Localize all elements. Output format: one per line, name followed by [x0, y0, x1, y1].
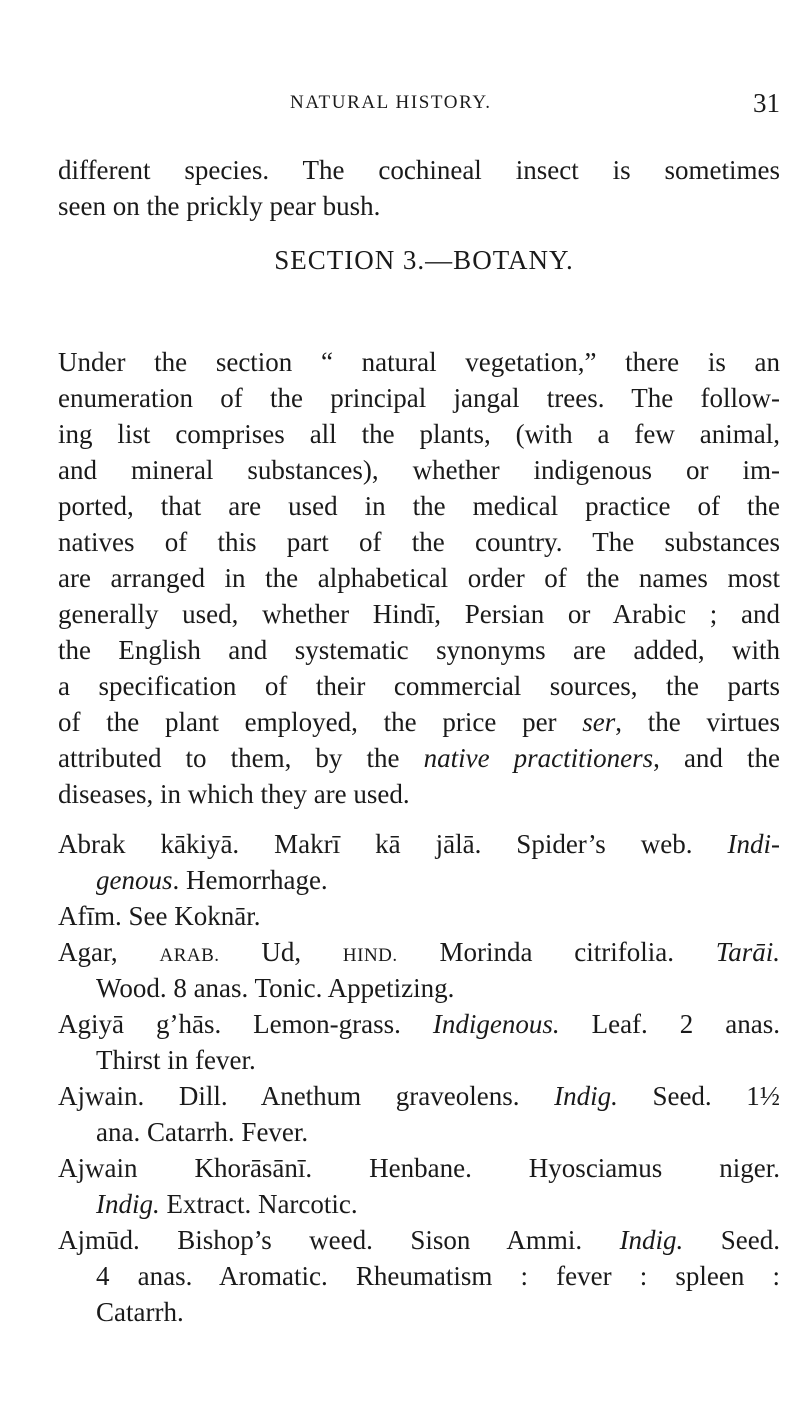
entry-line: 4 anas. Aromatic. Rheumatism : fever : spleen :	[96, 1261, 780, 1291]
book-page	[58, 0, 780, 1421]
list-item	[58, 934, 780, 1006]
materia-medica-list	[58, 826, 780, 1330]
entry-line	[58, 1186, 780, 1222]
entry-line: Afīm. See Koknār.	[58, 901, 261, 931]
entry-italic: Indi-	[727, 829, 780, 859]
list-item	[58, 898, 780, 934]
entry-text: Seed.	[720, 1225, 780, 1255]
text-line: diseases, in which they are used.	[58, 779, 410, 809]
entry-line: ana. Catarrh. Fever.	[96, 1117, 309, 1147]
list-item	[58, 1150, 780, 1222]
entry-italic: Indigenous.	[432, 1009, 560, 1039]
entry-text: Leaf. 2 anas.	[591, 1009, 780, 1039]
entry-line	[58, 1078, 780, 1114]
entry-smallcaps: ARAB.	[159, 945, 220, 966]
text-segment: , the virtues	[615, 707, 780, 737]
entry-line: Thirst in fever.	[96, 1045, 256, 1075]
entry-text: Abrak kākiyā. Makrī kā jālā. Spider’s web.	[58, 829, 693, 859]
list-item	[58, 1222, 780, 1330]
entry-italic: Indig.	[96, 1189, 160, 1219]
section-heading	[58, 245, 780, 276]
entry-italic: Indig.	[619, 1225, 684, 1255]
entry-line: Ajwain Khorāsānī. Henbane. Hyosciamus niger.	[58, 1153, 780, 1183]
italic-term: ser	[582, 707, 616, 737]
entry-text: Agar,	[58, 937, 118, 967]
section-heading-text: SECTION 3.—BOTANY.	[274, 245, 574, 275]
entry-text: Agiyā g’hās. Lemon-grass.	[58, 1009, 401, 1039]
entry-smallcaps: HIND.	[342, 945, 398, 966]
text-line: generally used, whether Hindī, Persian or Arabic ; and	[58, 599, 780, 629]
entry-line	[58, 1006, 780, 1042]
text-line: a specification of their commercial sources, the parts	[58, 671, 780, 701]
list-item	[58, 826, 780, 898]
entry-line	[58, 862, 780, 898]
text-line: ported, that are used in the medical practice of the	[58, 491, 780, 521]
entry-italic: Tarāi.	[715, 937, 781, 967]
text-line	[58, 740, 780, 776]
text-line: the English and systematic synonyms are added, with	[58, 635, 780, 665]
text-segment: of the plant employed, the price per	[58, 707, 557, 737]
text-line: natives of this part of the country. The substances	[58, 527, 780, 557]
entry-line: Catarrh.	[96, 1297, 184, 1327]
entry-text: Seed. 1½	[652, 1081, 781, 1111]
text-segment: , and the	[653, 743, 780, 773]
botany-paragraph	[58, 344, 780, 812]
entry-line	[58, 826, 780, 862]
italic-term: native practitioners	[423, 743, 654, 773]
running-title: NATURAL HISTORY.	[290, 92, 492, 113]
entry-text: Morinda citrifolia.	[439, 937, 674, 967]
text-line: are arranged in the alphabetical order of the names most	[58, 563, 780, 593]
intro-paragraph	[58, 152, 780, 224]
text-line	[58, 704, 780, 740]
entry-text: Extract. Narcotic.	[166, 1189, 358, 1219]
entry-text: . Hemorrhage.	[172, 865, 328, 895]
entry-line	[58, 1222, 780, 1258]
entry-text: Ajmūd. Bishop’s weed. Sison Ammi.	[58, 1225, 583, 1255]
entry-italic: genous	[96, 865, 173, 895]
entry-line: Wood. 8 anas. Tonic. Appetizing.	[96, 973, 455, 1003]
text-line: seen on the prickly pear bush.	[58, 191, 381, 221]
text-line: and mineral substances), whether indigenous or im-	[58, 455, 780, 485]
list-item	[58, 1078, 780, 1150]
entry-text: Ajwain. Dill. Anethum graveolens.	[58, 1081, 520, 1111]
entry-text: Ud,	[261, 937, 302, 967]
text-line: ing list comprises all the plants, (with a few animal,	[58, 419, 780, 449]
entry-italic: Indig.	[554, 1081, 618, 1111]
text-segment: attributed to them, by the	[58, 743, 400, 773]
page-number: 31	[753, 88, 780, 118]
running-head	[58, 88, 780, 122]
text-line: different species. The cochineal insect is sometimes	[58, 155, 780, 185]
list-item	[58, 1006, 780, 1078]
entry-line	[58, 934, 780, 970]
text-line: Under the section “ natural vegetation,” there is an	[58, 347, 780, 377]
text-line: enumeration of the principal jangal trees. The follow-	[58, 383, 780, 413]
